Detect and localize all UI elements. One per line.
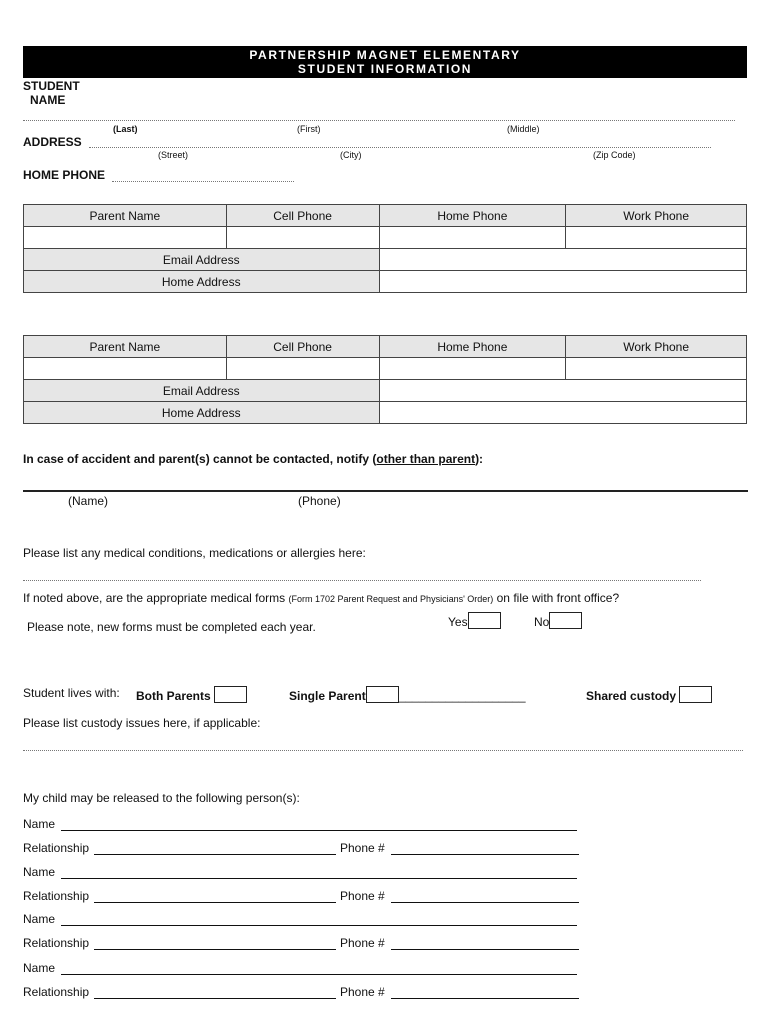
release-phone-field[interactable]: [391, 949, 579, 950]
shared-custody-label: Shared custody: [586, 689, 677, 703]
shared-custody-checkbox[interactable]: [679, 686, 712, 703]
form-title-bar: [23, 46, 747, 78]
street-caption: (Street): [158, 150, 189, 160]
city-caption: (City): [340, 150, 362, 160]
home-address-label: Home Address: [24, 271, 380, 293]
home-phone-cell[interactable]: [379, 358, 566, 380]
release-name-field[interactable]: [61, 878, 577, 879]
home-phone-field[interactable]: [112, 181, 294, 182]
both-parents-label: Both Parents: [136, 689, 211, 703]
cell-phone-cell[interactable]: [226, 358, 379, 380]
release-name-label: Name: [23, 817, 56, 831]
parent-table-header: [24, 336, 747, 358]
home-address-cell[interactable]: [379, 271, 747, 293]
no-label: No: [534, 615, 550, 629]
home-address-row: [24, 271, 747, 293]
school-name: PARTNERSHIP MAGNET ELEMENTARY: [249, 48, 521, 62]
email-row: [24, 380, 747, 402]
work-phone-cell[interactable]: [566, 227, 747, 249]
emergency-phone-caption: (Phone): [298, 494, 341, 508]
address-field[interactable]: [89, 147, 711, 148]
work-phone-header: Work Phone: [566, 336, 747, 358]
middle-name-caption: (Middle): [507, 124, 540, 134]
student-name-field[interactable]: [23, 120, 735, 121]
parent-input-row: [24, 227, 747, 249]
single-parent-option: [289, 686, 526, 703]
release-relationship-field[interactable]: [94, 949, 336, 950]
custody-issues-field[interactable]: [23, 750, 743, 751]
release-name-field[interactable]: [61, 830, 577, 831]
release-relationship-label: Relationship: [23, 936, 90, 950]
cell-phone-header: Cell Phone: [226, 205, 379, 227]
release-phone-label: Phone #: [340, 936, 385, 950]
release-relationship-label: Relationship: [23, 841, 90, 855]
home-address-label: Home Address: [24, 402, 380, 424]
medical-prompt: Please list any medical conditions, medications or allergies here:: [23, 546, 366, 560]
release-phone-field[interactable]: [391, 902, 579, 903]
medical-question-start: If noted above, are the appropriate medical forms: [23, 591, 289, 605]
release-phone-label: Phone #: [340, 841, 385, 855]
lives-with-row: [23, 686, 120, 700]
medical-conditions-field[interactable]: [23, 580, 701, 581]
release-relationship-label: Relationship: [23, 985, 90, 999]
both-parents-checkbox[interactable]: [214, 686, 247, 703]
parent-name-cell[interactable]: [24, 358, 227, 380]
emergency-name-caption: (Name): [68, 494, 109, 508]
home-address-row: [24, 402, 747, 424]
work-phone-header: Work Phone: [566, 205, 747, 227]
release-name-label: Name: [23, 961, 56, 975]
release-relationship-field[interactable]: [94, 998, 336, 999]
parent-input-row: [24, 358, 747, 380]
no-checkbox[interactable]: [549, 612, 582, 629]
form-title: STUDENT INFORMATION: [297, 62, 473, 76]
release-prompt: My child may be released to the following person(s):: [23, 791, 300, 805]
parent-name-header: Parent Name: [24, 205, 227, 227]
yes-checkbox[interactable]: [468, 612, 501, 629]
student-label-line2: NAME: [30, 93, 66, 107]
parent-table-header: [24, 205, 747, 227]
release-relationship-label: Relationship: [23, 889, 90, 903]
yes-label: Yes: [448, 615, 468, 629]
emergency-contact-field[interactable]: [23, 490, 748, 492]
student-label-line1: STUDENT: [23, 79, 80, 93]
lives-with-label: Student lives with:: [23, 686, 120, 700]
medical-note: Please note, new forms must be completed each year.: [27, 620, 316, 634]
parent-table-2: [23, 335, 747, 424]
email-address-cell[interactable]: [379, 380, 747, 402]
shared-custody-option: [586, 686, 712, 703]
home-phone-label: HOME PHONE: [23, 168, 106, 182]
release-phone-label: Phone #: [340, 985, 385, 999]
release-phone-field[interactable]: [391, 998, 579, 999]
emergency-prompt: [23, 452, 483, 466]
parent-name-header: Parent Name: [24, 336, 227, 358]
email-address-cell[interactable]: [379, 249, 747, 271]
home-phone-cell[interactable]: [379, 227, 566, 249]
emergency-prompt-start: In case of accident and parent(s) cannot be contacted, notify (: [23, 452, 377, 466]
home-phone-header: Home Phone: [379, 205, 566, 227]
email-row: [24, 249, 747, 271]
emergency-prompt-end: ):: [475, 452, 484, 466]
work-phone-cell[interactable]: [566, 358, 747, 380]
release-relationship-field[interactable]: [94, 902, 336, 903]
cell-phone-header: Cell Phone: [226, 336, 379, 358]
custody-prompt: Please list custody issues here, if applicable:: [23, 716, 261, 730]
cell-phone-cell[interactable]: [226, 227, 379, 249]
last-name-caption: (Last): [113, 124, 138, 134]
emergency-prompt-underlined: other than parent: [376, 452, 476, 466]
yes-option: [448, 612, 501, 629]
release-phone-label: Phone #: [340, 889, 385, 903]
home-address-cell[interactable]: [379, 402, 747, 424]
first-name-caption: (First): [297, 124, 321, 134]
release-name-label: Name: [23, 912, 56, 926]
release-name-label: Name: [23, 865, 56, 879]
medical-question-end: on file with front office?: [493, 591, 620, 605]
student-name-label: [23, 79, 80, 107]
email-address-label: Email Address: [24, 249, 380, 271]
release-phone-field[interactable]: [391, 854, 579, 855]
release-relationship-field[interactable]: [94, 854, 336, 855]
parent-name-cell[interactable]: [24, 227, 227, 249]
medical-form-reference: (Form 1702 Parent Request and Physicians' Order): [288, 594, 494, 604]
medical-forms-question: [23, 591, 619, 605]
no-option: [534, 612, 582, 629]
email-address-label: Email Address: [24, 380, 380, 402]
single-parent-checkbox[interactable]: [366, 686, 399, 703]
single-parent-blank[interactable]: ___________________: [398, 689, 526, 703]
single-parent-label: Single Parent: [289, 689, 366, 703]
zip-caption: (Zip Code): [593, 150, 636, 160]
both-parents-option: [136, 686, 247, 703]
release-name-field[interactable]: [61, 974, 577, 975]
home-phone-header: Home Phone: [379, 336, 566, 358]
parent-table-1: [23, 204, 747, 293]
release-name-field[interactable]: [61, 925, 577, 926]
address-label: ADDRESS: [23, 135, 82, 149]
